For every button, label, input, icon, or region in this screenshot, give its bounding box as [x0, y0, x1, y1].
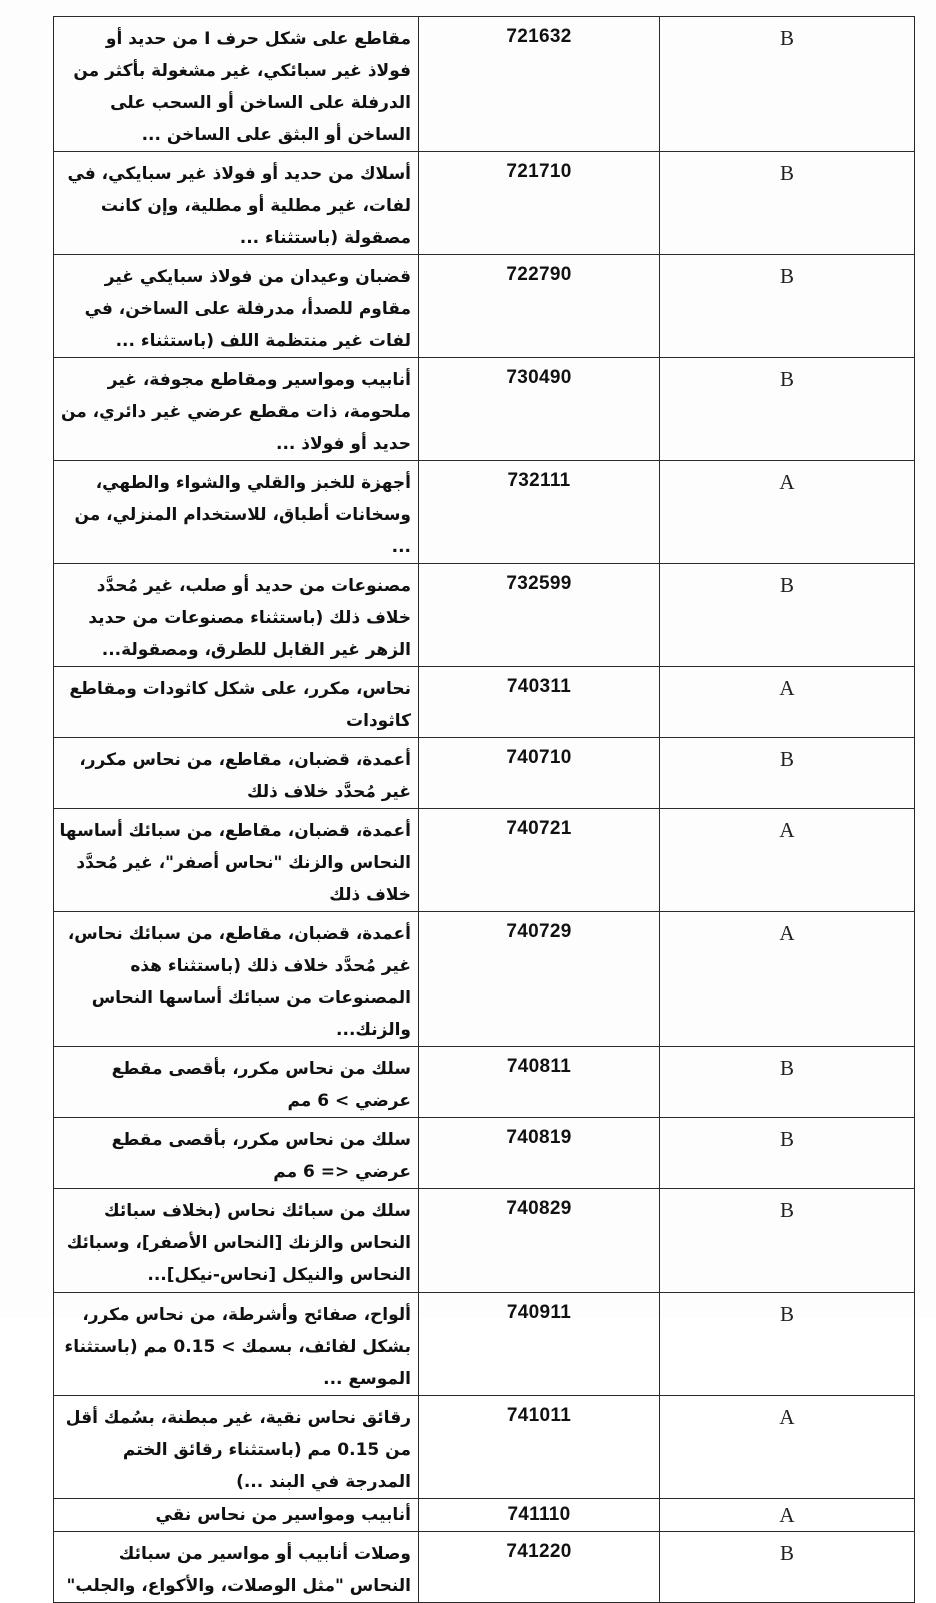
description-cell: [54, 358, 419, 461]
category-value: A: [779, 921, 795, 945]
code-cell: [419, 152, 660, 255]
description-cell: [54, 1499, 419, 1532]
table-row: [54, 1532, 915, 1603]
item-description: أنابيب ومواسير من نحاس نقي: [155, 1505, 411, 1525]
description-cell: [54, 1047, 419, 1118]
category-value: B: [779, 747, 794, 771]
category-value: B: [779, 367, 794, 391]
category-cell: [660, 1118, 915, 1189]
item-description: سلك من نحاس مكرر، بأقصى مقطع عرضي <= 6 مم: [111, 1130, 411, 1182]
category-value: B: [779, 264, 794, 288]
code-cell: [419, 912, 660, 1047]
description-cell: [54, 255, 419, 358]
category-cell: [660, 17, 915, 152]
tariff-table-body: [54, 17, 915, 1603]
hs-code: 740721: [506, 818, 572, 839]
code-cell: [419, 1189, 660, 1293]
category-value: B: [779, 1541, 794, 1565]
category-value: A: [779, 1503, 795, 1527]
item-description: أنابيب ومواسير ومقاطع مجوفة، غير ملحومة، ذات مقطع عرضي غير دائري، من حديد أو فولاذ ...: [60, 370, 411, 454]
item-description: أعمدة، قضبان، مقاطع، من سبائك نحاس، غير مُحدَّد خلاف ذلك (باستثناء هذه المصنوعات من سبائك أساسها النحاس والزنك...: [67, 924, 411, 1040]
category-cell: [660, 255, 915, 358]
description-cell: [54, 738, 419, 809]
table-row: [54, 912, 915, 1047]
code-cell: [419, 1499, 660, 1532]
hs-code: 740710: [506, 747, 572, 768]
category-cell: [660, 738, 915, 809]
code-cell: [419, 17, 660, 152]
category-cell: [660, 667, 915, 738]
item-description: أجهزة للخبز والقلي والشواء والطهي، وسخانات أطباق، للاستخدام المنزلي، من ...: [74, 473, 411, 557]
table-row: [54, 1293, 915, 1396]
table-row: [54, 461, 915, 564]
category-value: A: [779, 470, 795, 494]
item-description: مصنوعات من حديد أو صلب، غير مُحدَّد خلاف ذلك (باستثناء مصنوعات من حديد الزهر غير القابل للطرق، ومصقولة...: [88, 576, 411, 660]
category-cell: [660, 1532, 915, 1603]
table-row: [54, 1499, 915, 1532]
hs-code: 721710: [506, 161, 572, 182]
hs-code: 732111: [507, 470, 571, 491]
code-cell: [419, 461, 660, 564]
hs-code: 721632: [506, 26, 572, 47]
description-cell: [54, 17, 419, 152]
item-description: ألواح، صفائح وأشرطة، من نحاس مكرر، بشكل لفائف، بسمك > 0.15 مم (باستثناء الموسع ...: [64, 1305, 411, 1389]
hs-code: 740829: [506, 1198, 572, 1219]
item-description: أعمدة، قضبان، مقاطع، من سبائك أساسها النحاس والزنك "نحاس أصفر"، غير مُحدَّد خلاف ذلك: [59, 821, 411, 905]
category-cell: [660, 1293, 915, 1396]
category-cell: [660, 358, 915, 461]
hs-code: 732599: [506, 573, 572, 594]
category-value: B: [779, 161, 794, 185]
description-cell: [54, 461, 419, 564]
hs-code: 741011: [506, 1405, 572, 1426]
description-cell: [54, 1396, 419, 1499]
category-cell: [660, 152, 915, 255]
code-cell: [419, 564, 660, 667]
table-row: [54, 1118, 915, 1189]
item-description: رقائق نحاس نقية، غير مبطنة، بسُمك أقل من 0.15 مم (باستثناء رقائق الختم المدرجة في البند ...): [65, 1408, 411, 1492]
description-cell: [54, 809, 419, 912]
category-value: B: [779, 1198, 794, 1222]
category-value: B: [779, 573, 794, 597]
description-cell: [54, 1293, 419, 1396]
category-cell: [660, 461, 915, 564]
description-cell: [54, 1532, 419, 1603]
category-value: B: [779, 1056, 794, 1080]
item-description: وصلات أنابيب أو مواسير من سبائك النحاس "مثل الوصلات، والأكواع، والجلب": [66, 1544, 411, 1596]
table-row: [54, 667, 915, 738]
code-cell: [419, 667, 660, 738]
category-cell: [660, 1189, 915, 1293]
category-value: A: [779, 818, 795, 842]
hs-code: 741220: [506, 1541, 572, 1562]
code-cell: [419, 1047, 660, 1118]
category-value: B: [779, 1127, 794, 1151]
code-cell: [419, 358, 660, 461]
item-description: سلك من سبائك نحاس (بخلاف سبائك النحاس والزنك [النحاس الأصفر]، وسبائك النحاس والنيكل [نحاس-نيكل]...: [66, 1201, 411, 1285]
description-cell: [54, 1189, 419, 1293]
table-row: [54, 17, 915, 152]
table-row: [54, 255, 915, 358]
item-description: أسلاك من حديد أو فولاذ غير سبايكي، في لفات، غير مطلية أو مطلية، وإن كانت مصقولة (باستثناء ...: [67, 164, 411, 248]
hs-code: 740311: [506, 676, 572, 697]
code-cell: [419, 1396, 660, 1499]
hs-code: 740811: [506, 1056, 572, 1077]
tariff-table: [53, 16, 915, 1603]
description-cell: [54, 667, 419, 738]
category-value: B: [779, 1302, 794, 1326]
category-cell: [660, 912, 915, 1047]
code-cell: [419, 738, 660, 809]
hs-code: 722790: [506, 264, 572, 285]
table-row: [54, 809, 915, 912]
item-description: قضبان وعيدان من فولاذ سبايكي غير مقاوم للصدأ، مدرفلة على الساخن، في لفات غير منتظمة اللف (باستثناء ...: [84, 267, 411, 351]
category-cell: [660, 564, 915, 667]
category-value: B: [779, 26, 794, 50]
table-row: [54, 1396, 915, 1499]
table-row: [54, 1189, 915, 1293]
code-cell: [419, 1532, 660, 1603]
item-description: نحاس، مكرر، على شكل كاثودات ومقاطع كاثودات: [69, 679, 411, 731]
hs-code: 741110: [507, 1504, 571, 1525]
table-row: [54, 564, 915, 667]
description-cell: [54, 564, 419, 667]
item-description: مقاطع على شكل حرف I من حديد أو فولاذ غير سبائكي، غير مشغولة بأكثر من الدرفلة على الساخن أو السحب على الساخن أو البثق على الساخن ...: [73, 29, 411, 145]
category-cell: [660, 809, 915, 912]
code-cell: [419, 255, 660, 358]
hs-code: 730490: [506, 367, 572, 388]
table-row: [54, 738, 915, 809]
item-description: سلك من نحاس مكرر، بأقصى مقطع عرضي > 6 مم: [111, 1059, 411, 1111]
category-value: A: [779, 676, 795, 700]
category-cell: [660, 1499, 915, 1532]
hs-code: 740819: [506, 1127, 572, 1148]
table-row: [54, 1047, 915, 1118]
description-cell: [54, 1118, 419, 1189]
code-cell: [419, 1118, 660, 1189]
category-cell: [660, 1047, 915, 1118]
table-row: [54, 152, 915, 255]
description-cell: [54, 912, 419, 1047]
category-value: A: [779, 1405, 795, 1429]
category-cell: [660, 1396, 915, 1499]
code-cell: [419, 1293, 660, 1396]
hs-code: 740729: [506, 921, 572, 942]
table-row: [54, 358, 915, 461]
hs-code: 740911: [506, 1302, 572, 1323]
code-cell: [419, 809, 660, 912]
description-cell: [54, 152, 419, 255]
item-description: أعمدة، قضبان، مقاطع، من نحاس مكرر، غير مُحدَّد خلاف ذلك: [79, 750, 411, 802]
